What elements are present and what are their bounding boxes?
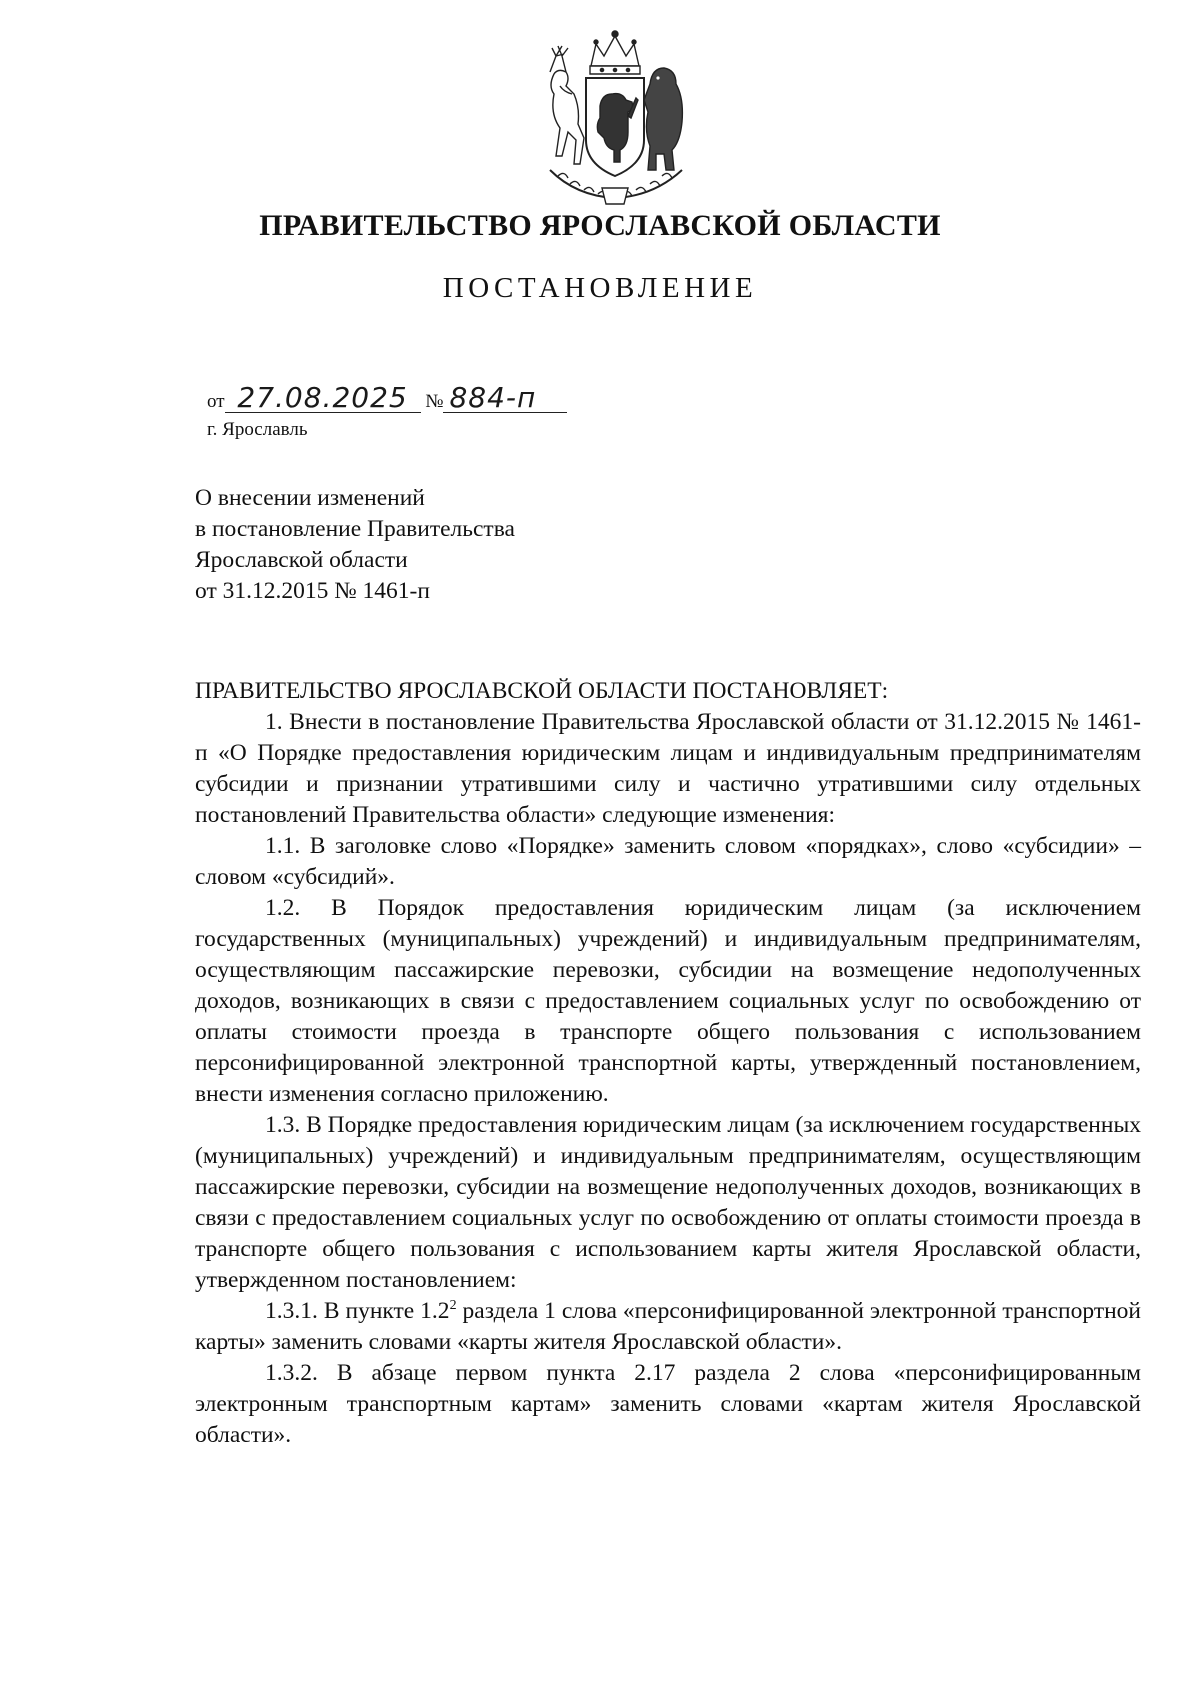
subject-line: О внесении изменений — [195, 485, 425, 511]
paragraph-1-3-1-start: 1.3.1. В пункте 1.2 — [265, 1298, 450, 1324]
document-details — [207, 381, 567, 414]
document-type: ПОСТАНОВЛЕНИЕ — [442, 272, 758, 304]
subject-line: от 31.12.2015 № 1461-п — [195, 578, 430, 604]
government-title: ПРАВИТЕЛЬСТВО ЯРОСЛАВСКОЙ ОБЛАСТИ — [259, 209, 941, 242]
subject-line: Ярославской области — [195, 547, 408, 573]
decree-heading: ПРАВИТЕЛЬСТВО ЯРОСЛАВСКОЙ ОБЛАСТИ ПОСТАНОВЛЯЕТ: — [195, 678, 889, 704]
paragraph-1-3-1-end: раздела 1 слова «персонифицированной электронной транспортной карты» заменить словами «карты жителя Ярославской области». — [195, 1298, 1141, 1355]
paragraph-1-3-1 — [195, 1296, 1141, 1358]
document-body — [195, 676, 1141, 1451]
paragraph-1-3: 1.3. В Порядке предоставления юридическим лицам (за исключением государственных (муниципальных) учреждений) и индивидуальным предпринимателям, осуществляющим пассажирские перевозки, субсидии на возмещение недополученных доходов, возникающих в связи с предоставлением социальных услуг по освобождению от оплаты стоимости проезда в транспорте общего пользования с использованием карты жителя Ярославской области, утвержденном постановлением: — [195, 1112, 1141, 1293]
paragraph-1-2: 1.2. В Порядок предоставления юридическим лицам (за исключением государственных (муниципальных) учреждений) и индивидуальным предпринимателям, осуществляющим пассажирские перевозки, субсидии на возмещение недополученных доходов, возникающих в связи с предоставлением социальных услуг по освобождению от оплаты стоимости проезда в транспорте общего пользования с использованием персонифицированной электронной транспортной карты, утвержденный постановлением, внести изменения согласно приложению. — [195, 895, 1141, 1107]
paragraph-1-1: 1.1. В заголовке слово «Порядке» заменить словом «порядках», слово «субсидии» – словом «субсидий». — [195, 833, 1141, 890]
date-prefix: от — [207, 391, 225, 412]
document-subject — [195, 483, 515, 607]
paragraph-1-3-2: 1.3.2. В абзаце первом пункта 2.17 раздела 2 слова «персонифицированным электронным транспортным картам» заменить словами «картам жителя Ярославской области». — [195, 1360, 1141, 1448]
coat-of-arms-icon — [536, 28, 694, 206]
paragraph-1: 1. Внести в постановление Правительства Ярославской области от 31.12.2015 № 1461-п «О Порядке предоставления юридическим лицам и индивидуальным предпринимателям субсидии и признании утратившими силу и частично утратившими силу отдельных постановлений Правительства области» следующие изменения: — [195, 709, 1141, 828]
subject-line: в постановление Правительства — [195, 516, 515, 542]
number-prefix: № — [425, 391, 444, 412]
document-date: 27.08.2025 — [237, 381, 408, 414]
superscript: 2 — [449, 1298, 457, 1314]
document-city: г. Ярославль — [207, 419, 308, 440]
document-number: 884-п — [449, 381, 537, 414]
